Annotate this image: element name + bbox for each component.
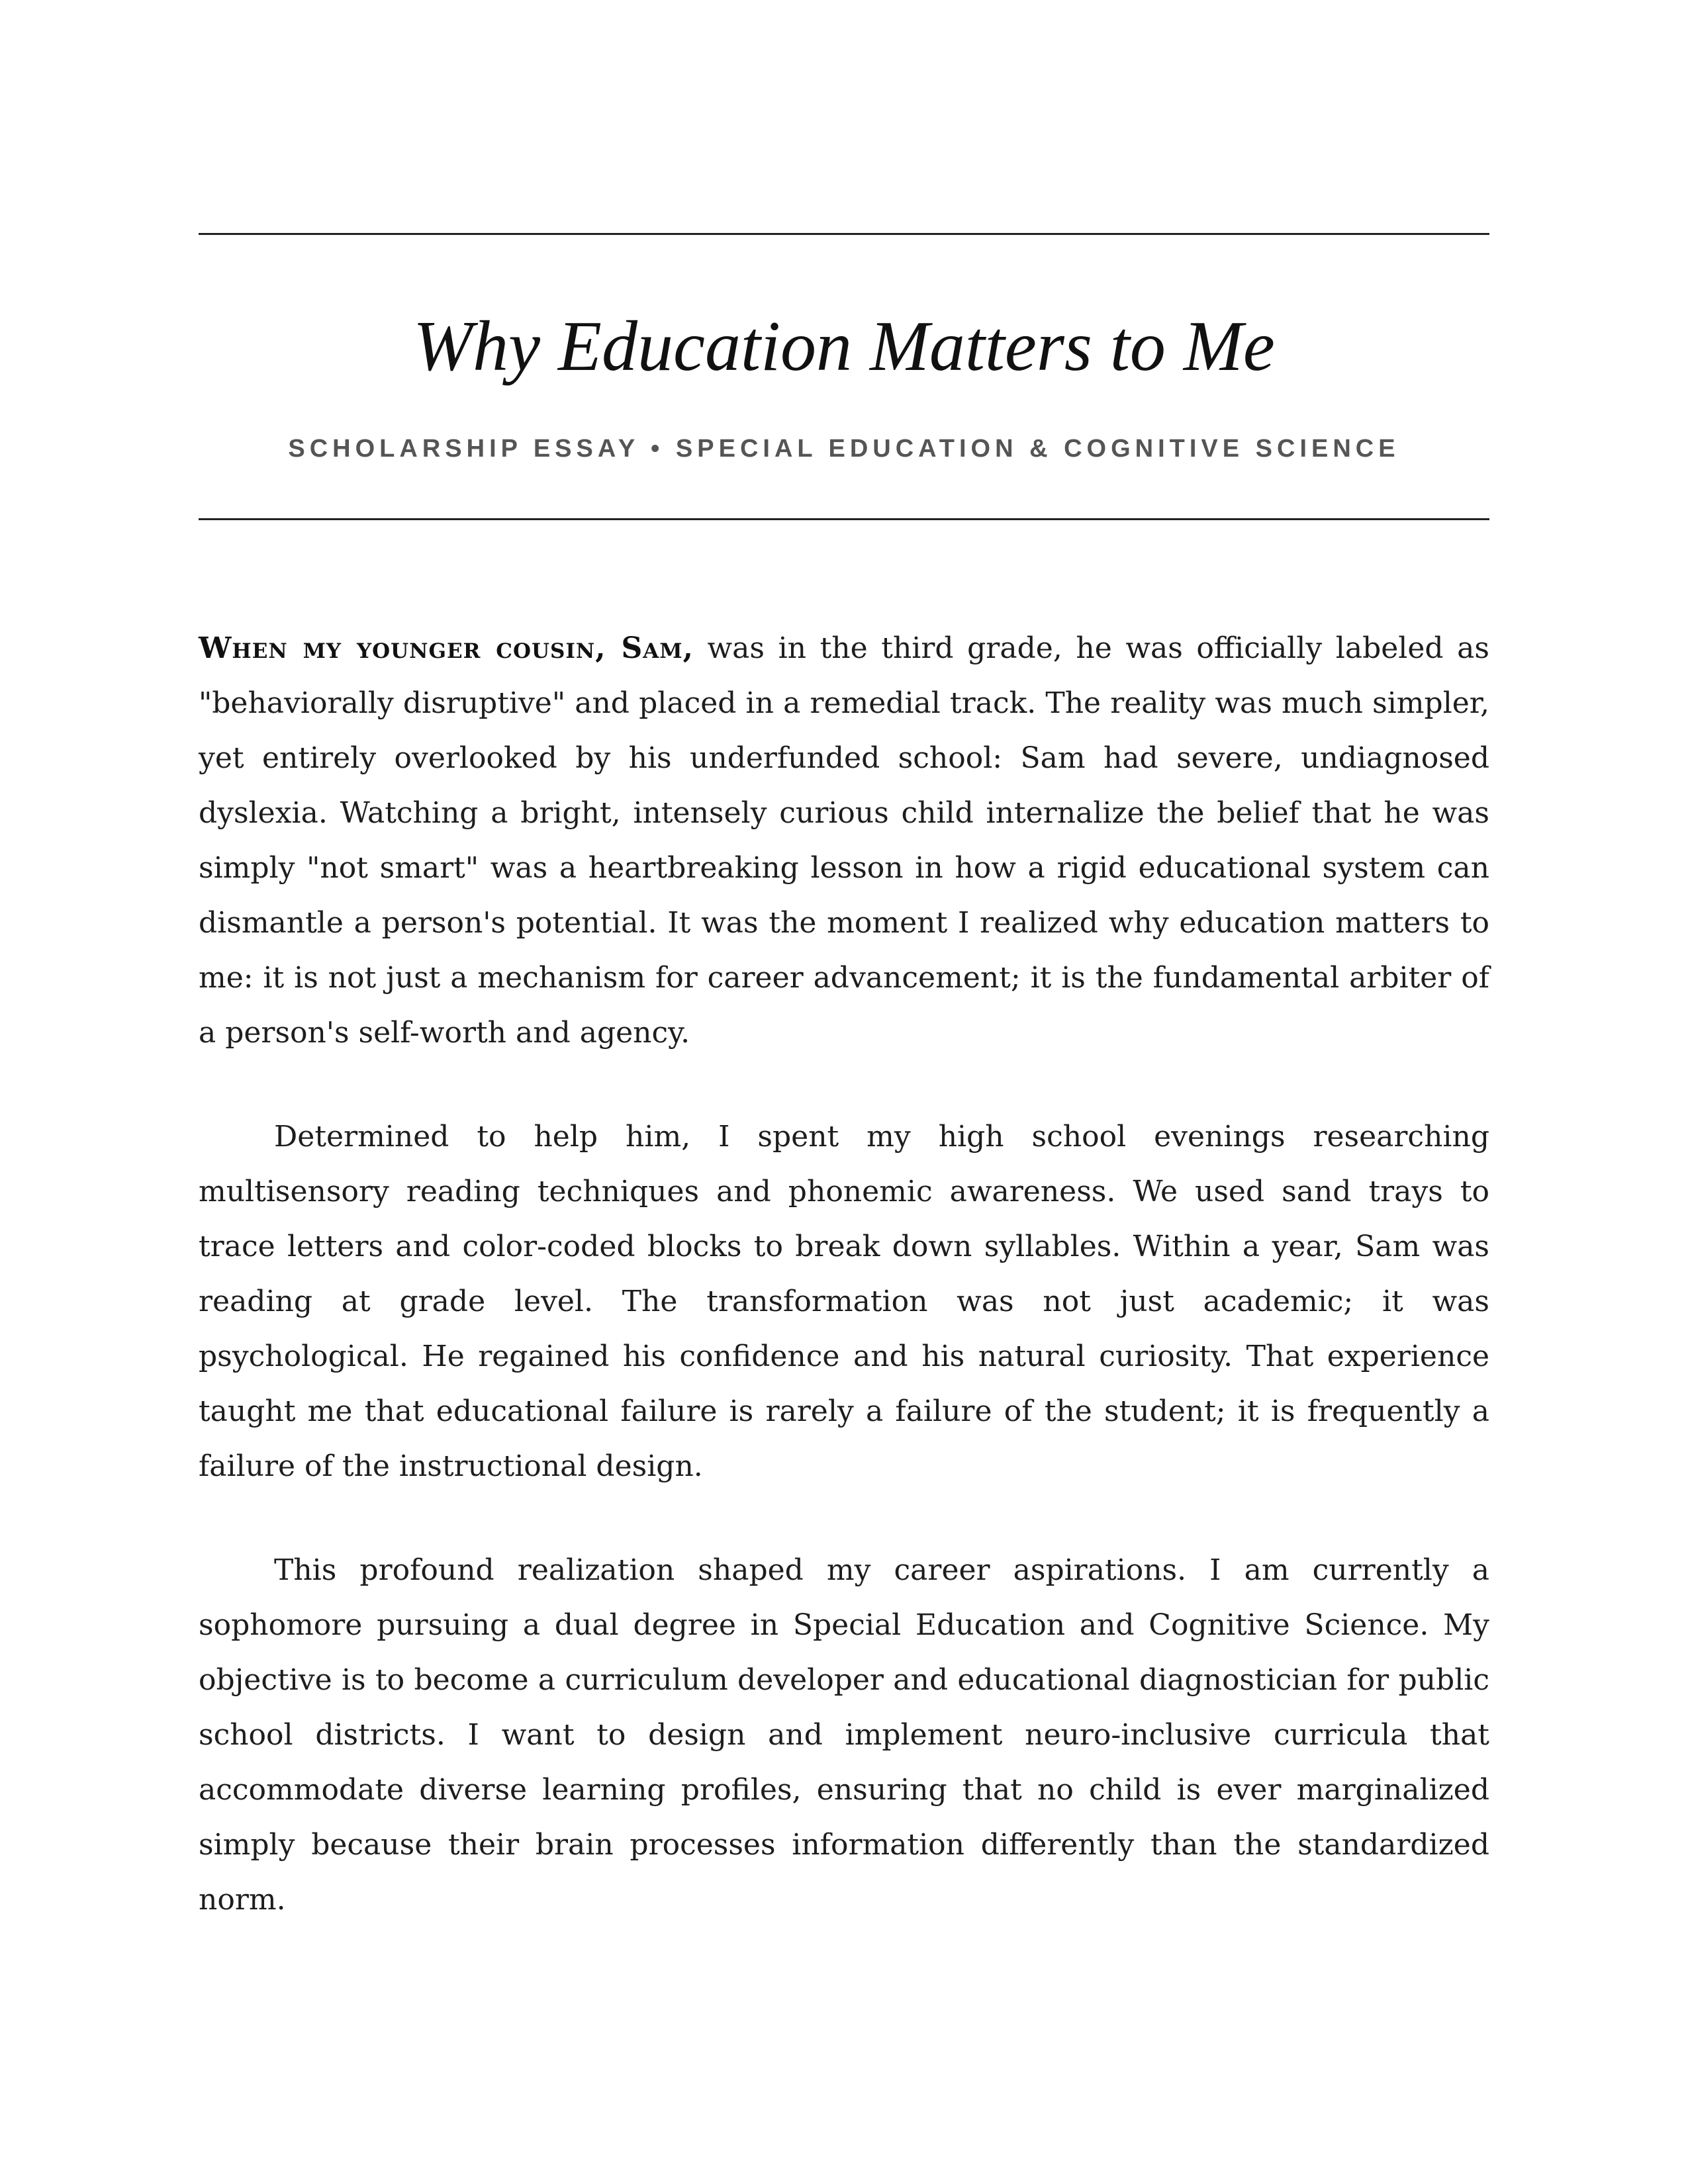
essay-subtitle: SCHOLARSHIP ESSAY • SPECIAL EDUCATION & COGNITIVE SCIENCE — [288, 434, 1400, 463]
paragraph-2: Determined to help him, I spent my high school evenings researching multisensory reading techniques and phonemic awareness. We used sand trays to trace letters and color-coded blocks to break down syllables. Within a year, Sam was reading at grade level. The transformation was not just academic; it was psychological. He regained his confidence and his natural curiosity. That experience taught me that educational failure is rarely a failure of the student; it is frequently a failure of the instructional design. — [199, 1120, 1489, 1484]
bottom-divider — [199, 518, 1489, 520]
paragraph-1 — [199, 621, 1489, 1060]
essay-body — [199, 621, 1489, 1927]
paragraph-3: This profound realization shaped my career aspirations. I am currently a sophomore pursuing a dual degree in Special Education and Cognitive Science. My objective is to become a curriculum developer and educational diagnostician for public school districts. I want to design and implement neuro-inclusive curricula that accommodate diverse learning profiles, ensuring that no child is ever marginalized simply because their brain processes information differently than the standardized norm. — [199, 1553, 1489, 1917]
essay-title: Why Education Matters to Me — [413, 307, 1275, 386]
top-divider — [199, 233, 1489, 235]
paragraph-1-text: was in the third grade, he was officially labeled as "behaviorally disruptive" and placed in a remedial track. The reality was much simpler, yet entirely overlooked by his underfunded school: Sam had severe, undiagnosed dyslexia. Watching a bright, intensely curious child internalize the belief that he was simply "not smart" was a heartbreaking lesson in how a rigid educational system can dismantle a person's potential. It was the moment I realized why education matters to me: it is not just a mechanism for career advancement; it is the fundamental arbiter of a person's self-worth and agency. — [199, 631, 1489, 1050]
paragraph-lead-in: When my younger cousin, Sam, — [199, 631, 694, 666]
essay-page — [199, 0, 1489, 1976]
